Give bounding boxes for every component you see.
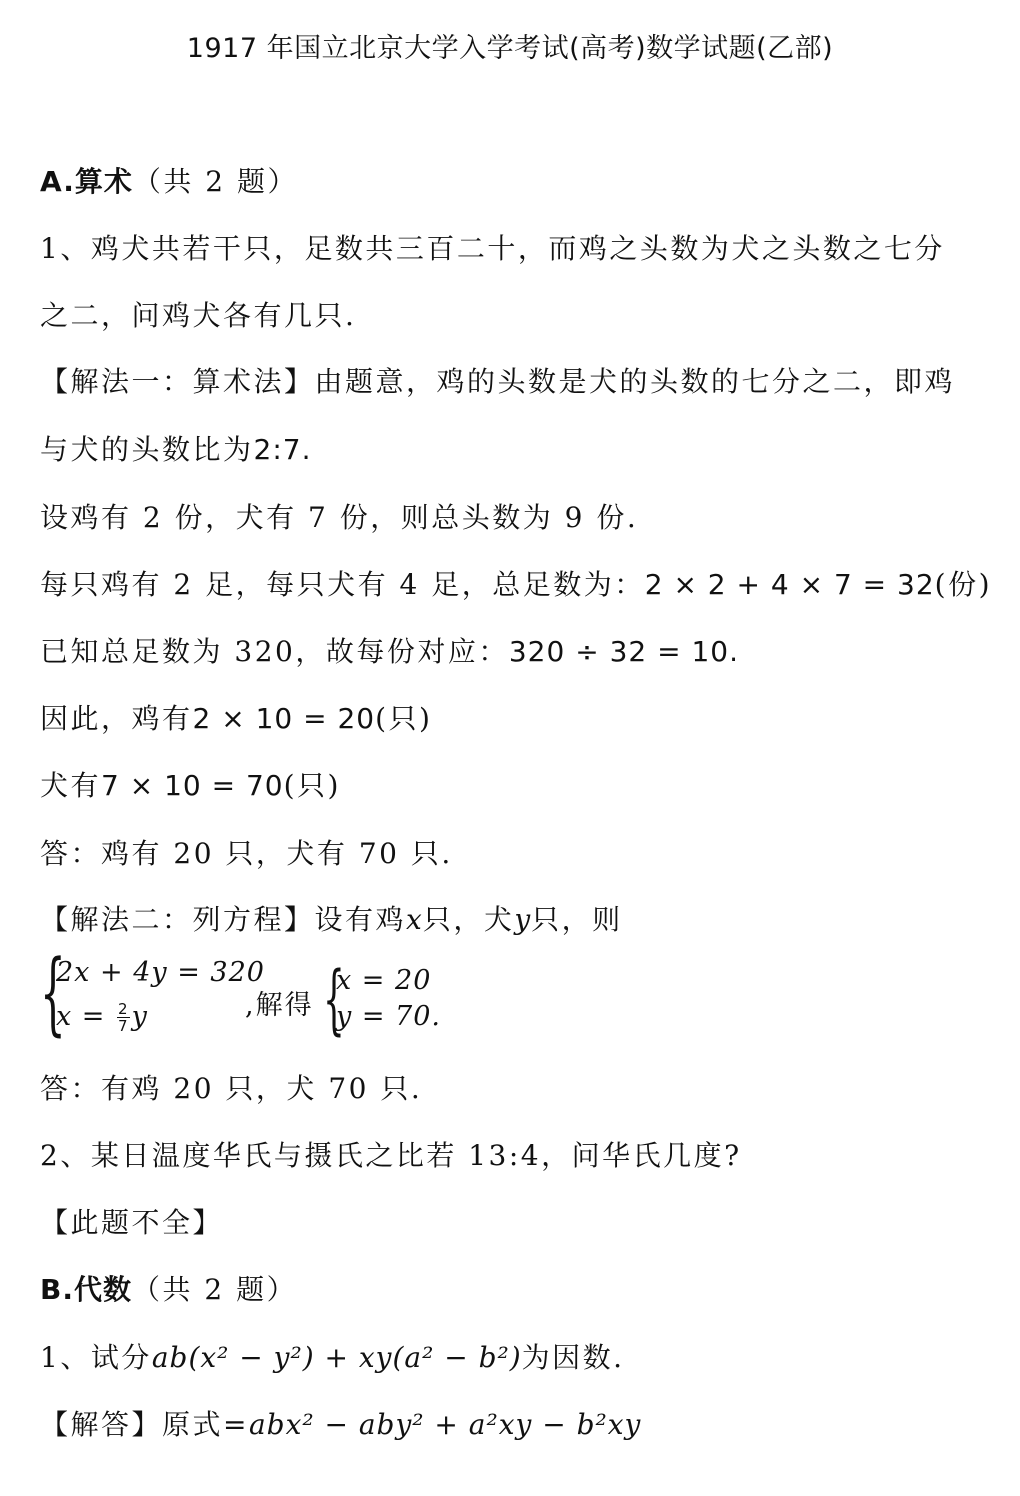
solution-2-heading [40,898,623,938]
solution-1-line-4-text: 每只鸡有 2 足，每只犬有 4 足，总足数为： [40,568,645,601]
question-1-line-1: 1、鸡犬共若干只，足数共三百二十，而鸡之头数为犬之头数之七分 [40,232,945,265]
variable-y: y [514,903,532,936]
fraction-two-sevenths [117,1001,130,1034]
solved-label: ,解得 [245,990,314,1021]
result-1: x = 20 [336,965,432,996]
solution-1-line-7 [40,764,341,804]
solution-1-line-1: 【解法一：算术法】由题意，鸡的头数是犬的头数的七分之二，即鸡 [40,365,956,398]
algebra-question-1-prefix: 1、试分 [40,1341,152,1374]
solution-2-answer: 答：有鸡 20 只，犬 70 只. [40,1072,423,1105]
division-formula: 320 ÷ 32 = 10. [508,635,739,668]
algebra-question-1-suffix: 为因数. [521,1341,625,1374]
solution-1-line-6 [40,697,432,737]
solution-2-heading-a: 【解法二：列方程】设有鸡 [40,903,407,936]
solution-1-line-2-text: 与犬的头数比为 [40,433,254,466]
equation-2-rhs: y [131,1001,148,1032]
question-2-line-1: 2、某日温度华氏与摄氏之比若 13:4，问华氏几度? [40,1139,742,1172]
chicken-formula: 2 × 10 = 20 [192,702,376,735]
feet-formula: 2 × 2 + 4 × 7 = 32 [644,568,935,601]
left-brace: { [40,941,66,1046]
solution-1-line-5-text: 已知总足数为 320，故每份对应： [40,635,509,668]
solution-1-line-5 [40,630,739,670]
section-a-note: （共 2 题） [132,165,298,198]
page-title: 1917 年国立北京大学入学考试(高考)数学试题(乙部) [186,33,834,64]
result-2-value: y = 70 [336,1001,432,1032]
solution-1-answer: 答：鸡有 20 只，犬有 70 只. [40,837,453,870]
solution-1-line-6-text: 因此，鸡有 [40,702,193,735]
factor-expression: ab(x² − y²) + xy(a² − b²) [151,1341,522,1374]
question-2-note: 【此题不全】 [40,1206,224,1239]
dog-formula: 7 × 10 = 70 [101,769,284,802]
algebra-question-1 [40,1336,625,1376]
solution-2-heading-c: 只，则 [531,903,623,936]
solution-2-heading-b: 只，犬 [422,903,515,936]
equation-2 [56,1001,148,1034]
right-brace: { [323,954,345,1043]
equation-1: 2x + 4y = 320 [56,957,265,988]
question-1-line-2: 之二，问鸡犬各有几只. [40,299,357,332]
equation-2-lhs: x = [56,1001,116,1032]
variable-x: x [406,903,423,936]
section-b-heading [40,1268,297,1308]
result-2 [336,1001,441,1032]
fraction-denominator: 7 [118,1017,129,1035]
expanded-expression: abx² − aby² + a²xy − b²xy [248,1408,642,1441]
solution-1-line-4 [40,563,992,603]
chicken-unit: (只) [375,702,433,735]
result-dot: . [431,1001,441,1032]
fraction-numerator: 2 [118,1000,129,1018]
solution-1-line-2 [40,428,311,468]
algebra-answer-1 [40,1403,641,1443]
solution-1-line-7-text: 犬有 [40,769,102,802]
section-a-label: A.算术 [40,165,133,198]
algebra-answer-prefix: 【解答】原式= [40,1408,249,1441]
section-b-note: （共 2 题） [131,1273,298,1306]
section-b-label: B.代数 [40,1273,132,1306]
solution-1-line-3: 设鸡有 2 份，犬有 7 份，则总头数为 9 份. [40,501,639,534]
dog-unit: (只) [283,769,341,802]
feet-unit: (份) [934,568,993,601]
section-a-heading [40,160,298,200]
ratio-value: 2:7. [253,433,312,466]
